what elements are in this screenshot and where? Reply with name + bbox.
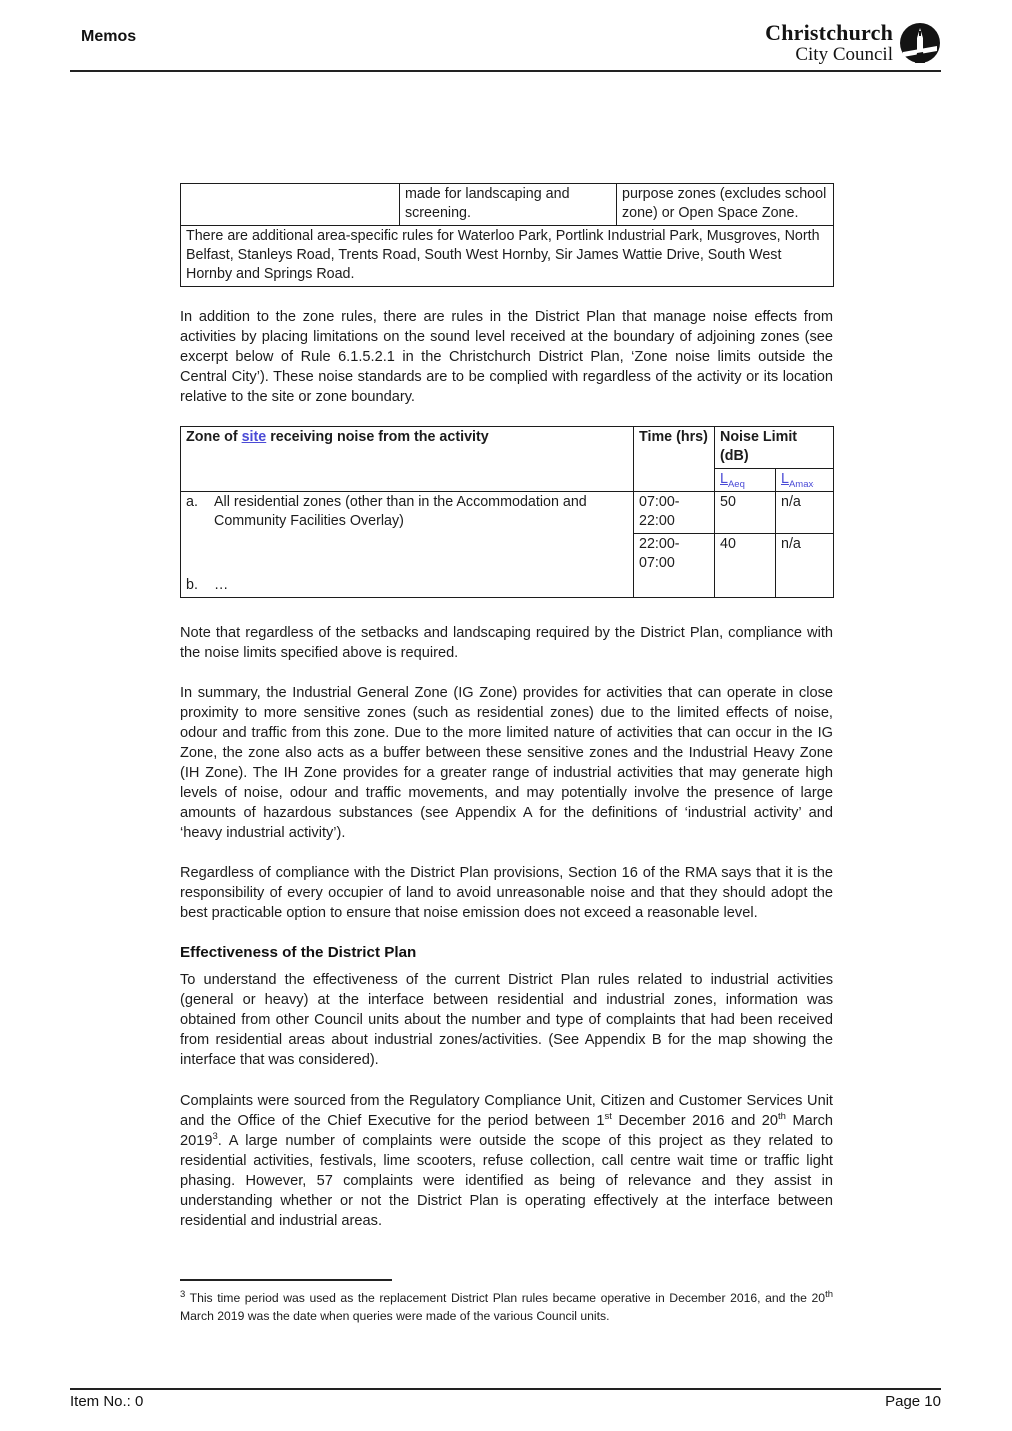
row-b-marker: b. (186, 577, 198, 593)
paragraph-rma: Regardless of compliance with the District Plan provisions, Section 16 of the RMA says that it is the responsibility of every occupier of land to avoid unreasonable noise and that they should adopt the best practicable option to ensure that noise emission does not exceed a reasonable level. (180, 865, 833, 921)
logo-line2: City Council (795, 43, 893, 65)
time-cell-day: 07:00-22:00 (634, 492, 715, 534)
zone-rules-table (180, 183, 834, 287)
item-number: Item No.: 0 (70, 1393, 144, 1410)
time-cell-night: 22:00-07:00 (634, 534, 715, 576)
section-heading-effectiveness: Effectiveness of the District Plan (180, 944, 417, 961)
ccc-cathedral-icon (899, 22, 941, 64)
laeq-cell-night: 40 (715, 534, 776, 576)
paragraph-complaints (180, 1091, 833, 1231)
row-b-zone-text: … (214, 577, 229, 593)
council-logo-text (765, 22, 893, 64)
zone-header-prefix: Zone of (186, 429, 242, 445)
council-logo (765, 22, 941, 64)
row-a-marker: a. (186, 494, 198, 510)
zone-row-b-cell (181, 575, 634, 598)
lamax-header-cell (776, 469, 834, 492)
page-header (70, 0, 941, 72)
zone-row-a-cell (181, 492, 634, 576)
laeq-link[interactable] (720, 471, 745, 490)
laeq-sub: Aeq (727, 478, 745, 490)
paragraph-note: Note that regardless of the setbacks and landscaping required by the District Plan, compliance with the noise limits specified above is required. (180, 625, 833, 661)
laeq-cell-b (715, 575, 776, 598)
table-row (181, 575, 834, 598)
complaints-seg1: Complaints were sourced from the Regulatory Compliance Unit, Citizen and Customer Services Unit and the Office of the Chief Executive for the period between 1 (180, 1093, 833, 1129)
noise-table-limit-header: Noise Limit (dB) (715, 427, 834, 469)
page-number: Page 10 (885, 1393, 941, 1410)
zone-rules-cell-purpose: purpose zones (excludes school zone) or Open Space Zone. (617, 184, 834, 226)
document-body (180, 72, 833, 1325)
lamax-cell-day: n/a (776, 492, 834, 534)
zone-rules-cell-landscaping: made for landscaping and screening. (400, 184, 617, 226)
complaints-seg3: March 2019 (180, 1113, 833, 1149)
laeq-main: L (720, 471, 728, 487)
complaints-seg2: December 2016 and 20 (611, 1113, 779, 1129)
paragraph-noise-rules: In addition to the zone rules, there are rules in the District Plan that manage noise effects from activities by placing limitations on the sound level received at the boundary of adjoining zones (see excerpt below of Rule 6.1.5.2.1 in the Christchurch District Plan, ‘Zone noise limits outside the Central City’). These noise standards are to be complied with regardless of the activity or its location relative to the site or zone boundary. (180, 309, 833, 405)
page-footer (70, 1388, 941, 1410)
ordinal-st: st (604, 1111, 612, 1123)
complaints-seg4: . A large number of complaints were outside the scope of this project as they related to residential activities, festivals, lime scooters, refuse collection, call centre wait time or traffic light phasing. However, 57 complaints were identified as being of relevance and they assist in understanding whether or not the District Plan is operating effectively at the interface between residential and industrial areas. (180, 1133, 833, 1229)
lamax-cell-night: n/a (776, 534, 834, 576)
footnote-seg1: This time period was used as the replacement District Plan rules became operative in December 2016, and the 20 (185, 1291, 826, 1305)
paragraph-effectiveness: To understand the effectiveness of the current District Plan rules related to industrial activities (general or heavy) at the interface between residential and industrial zones, information was obtained from other Council units about the number and type of complaints that had been received from residential areas about industrial zones/activities. (See Appendix B for the map showing the interface that was considered). (180, 972, 833, 1068)
paragraph-summary: In summary, the Industrial General Zone (IG Zone) provides for activities that can operate in close proximity to more sensitive zones (such as residential zones) due to the limited effects of noise, odour and traffic from this zone. Due to the more limited nature of activities that can occur in the IG Zone, the zone also acts as a buffer between these sensitive zones and the Industrial Heavy Zone (IH Zone). The IH Zone provides for a greater range of industrial activities that may generate high levels of noise, odour and traffic movements, and may potentially involve the presence of large amounts of hazardous substances (see Appendix A for the definitions of ‘industrial activity’ and ‘heavy industrial activity’). (180, 685, 833, 841)
lamax-link[interactable] (781, 471, 814, 490)
page-title: Memos (81, 28, 137, 45)
footnote-text (180, 1289, 833, 1325)
noise-limits-table (180, 426, 834, 598)
noise-table-zone-header (181, 427, 634, 492)
lamax-cell-b (776, 575, 834, 598)
lamax-main: L (781, 471, 789, 487)
logo-line1: Christchurch (765, 20, 893, 46)
table-row (181, 427, 834, 469)
footnote-marker-3: 3 (180, 1288, 186, 1300)
footnote-divider (180, 1279, 392, 1281)
zone-rules-cell-empty (181, 184, 400, 226)
table-row (181, 492, 834, 534)
laeq-cell-day: 50 (715, 492, 776, 534)
table-row (181, 226, 834, 287)
ordinal-th: th (778, 1111, 786, 1123)
footnote-ordinal-th: th (825, 1288, 833, 1300)
time-cell-b (634, 575, 715, 598)
lamax-sub: Amax (788, 478, 814, 490)
zone-rules-area-specific: There are additional area-specific rules for Waterloo Park, Portlink Industrial Park, Musgroves, North Belfast, Stanleys Road, Trents Road, South West Hornby, Sir James Wattie Drive, South West Hornby and Springs Road. (181, 226, 834, 287)
footnote-ref-3[interactable]: 3 (212, 1131, 218, 1143)
row-a-zone-text: All residential zones (other than in the Accommodation and Community Facilities Overlay) (214, 494, 587, 529)
noise-table-time-header: Time (hrs) (634, 427, 715, 492)
laeq-header-cell (715, 469, 776, 492)
site-link[interactable]: site (241, 429, 267, 445)
footnote-seg2: March 2019 was the date when queries were made of the various Council units. (180, 1309, 610, 1323)
zone-header-suffix: receiving noise from the activity (266, 429, 489, 445)
table-row (181, 184, 834, 226)
